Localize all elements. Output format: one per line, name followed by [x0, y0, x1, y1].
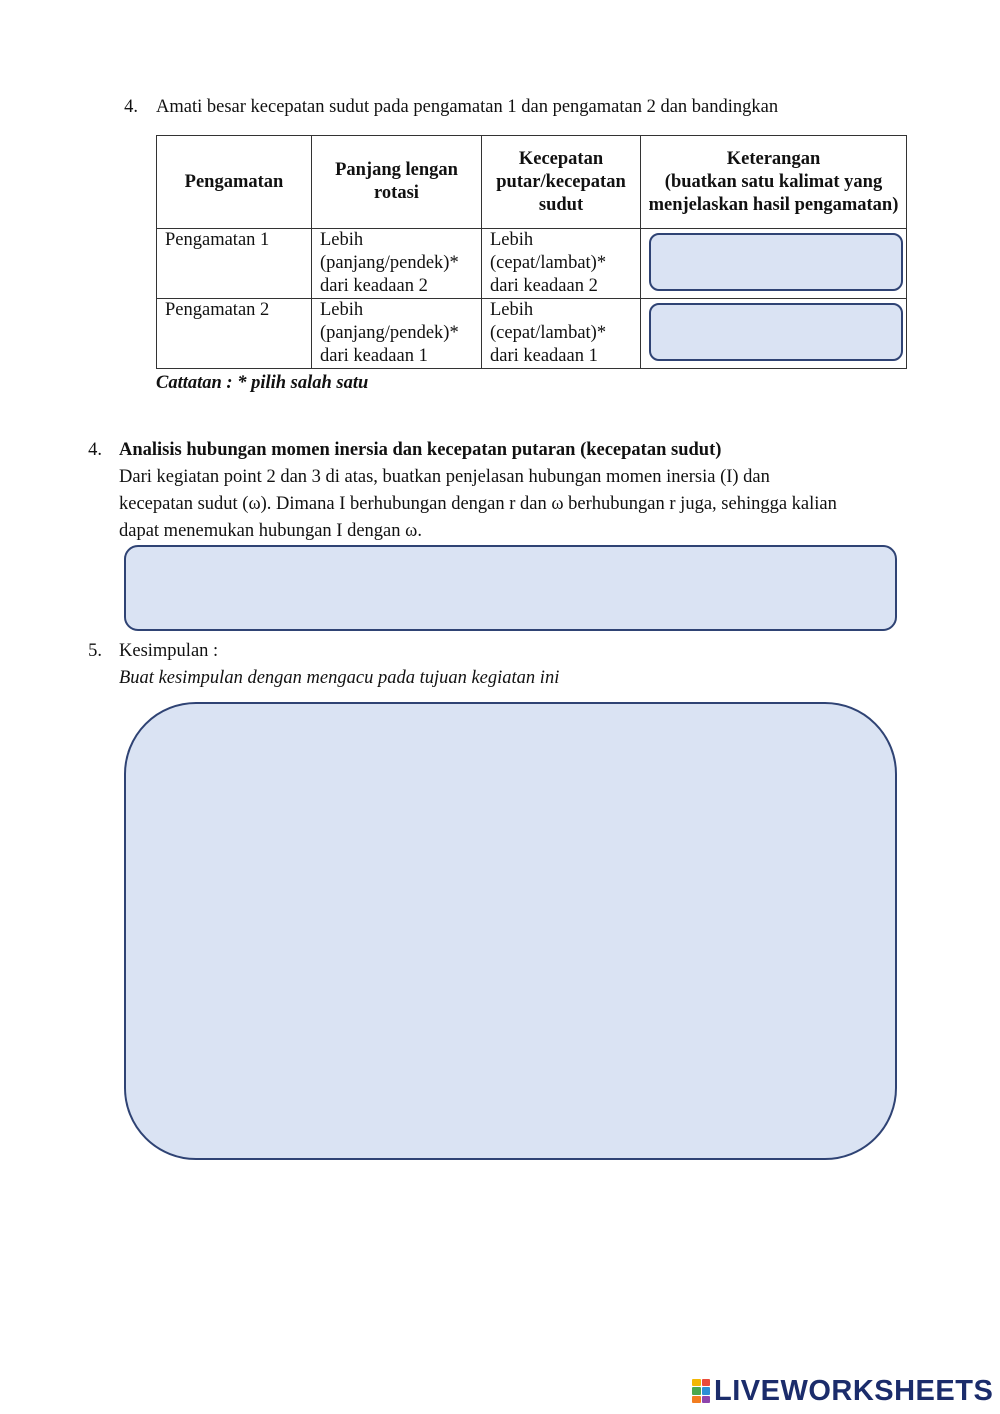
section-a-text: Amati besar kecepatan sudut pada pengamatan 1 dan pengamatan 2 dan bandingkan: [156, 97, 779, 117]
row2-answer-cell: [641, 299, 907, 369]
liveworksheets-logo: [692, 1376, 993, 1406]
header-panjang-lengan: Panjang lengan rotasi: [312, 136, 482, 229]
table-note: Cattatan : * pilih salah satu: [156, 373, 369, 393]
row1-answer-cell: [641, 229, 907, 299]
table-row: [157, 229, 907, 299]
row2-answer-input[interactable]: [649, 303, 903, 361]
logo-mark-cell: [692, 1379, 701, 1386]
row2-speed: Lebih (cepat/lambat)* dari keadaan 1: [482, 299, 641, 369]
analysis-answer-input[interactable]: [124, 545, 897, 631]
logo-mark-cell: [692, 1396, 701, 1403]
header-kecepatan: Kecepatan putar/kecepatan sudut: [482, 136, 641, 229]
section-b-line-1: Dari kegiatan point 2 dan 3 di atas, buatkan penjelasan hubungan momen inersia (I) dan: [119, 467, 770, 487]
row1-label: Pengamatan 1: [157, 229, 312, 299]
section-c-title: Kesimpulan :: [119, 641, 219, 661]
header-keterangan: Keterangan (buatkan satu kalimat yang menjelaskan hasil pengamatan): [641, 136, 907, 229]
section-b-line-3: dapat menemukan hubungan I dengan ω.: [119, 521, 422, 541]
row2-label: Pengamatan 2: [157, 299, 312, 369]
section-b-line-2: kecepatan sudut (ω). Dimana I berhubungan dengan r dan ω berhubungan r juga, sehingga kalian: [119, 494, 837, 514]
section-c-number: 5.: [88, 641, 102, 661]
header-pengamatan: Pengamatan: [157, 136, 312, 229]
section-c-instruction: Buat kesimpulan dengan mengacu pada tujuan kegiatan ini: [119, 668, 560, 688]
logo-mark-cell: [702, 1387, 711, 1394]
logo-mark-cell: [692, 1387, 701, 1394]
row2-arm: Lebih (panjang/pendek)* dari keadaan 1: [312, 299, 482, 369]
logo-mark-cell: [702, 1379, 711, 1386]
liveworksheets-logo-icon: [692, 1379, 710, 1403]
row1-arm: Lebih (panjang/pendek)* dari keadaan 2: [312, 229, 482, 299]
row1-answer-input[interactable]: [649, 233, 903, 291]
section-b-title: Analisis hubungan momen inersia dan kecepatan putaran (kecepatan sudut): [119, 440, 722, 460]
table-row: [157, 299, 907, 369]
table-header-row: [157, 136, 907, 229]
conclusion-answer-input[interactable]: [124, 702, 897, 1160]
logo-mark-cell: [702, 1396, 711, 1403]
observation-table: [156, 135, 907, 369]
liveworksheets-logo-text: LIVEWORKSHEETS: [714, 1374, 994, 1407]
row1-speed: Lebih (cepat/lambat)* dari keadaan 2: [482, 229, 641, 299]
section-a-number: 4.: [124, 97, 138, 117]
section-b-number: 4.: [88, 440, 102, 460]
